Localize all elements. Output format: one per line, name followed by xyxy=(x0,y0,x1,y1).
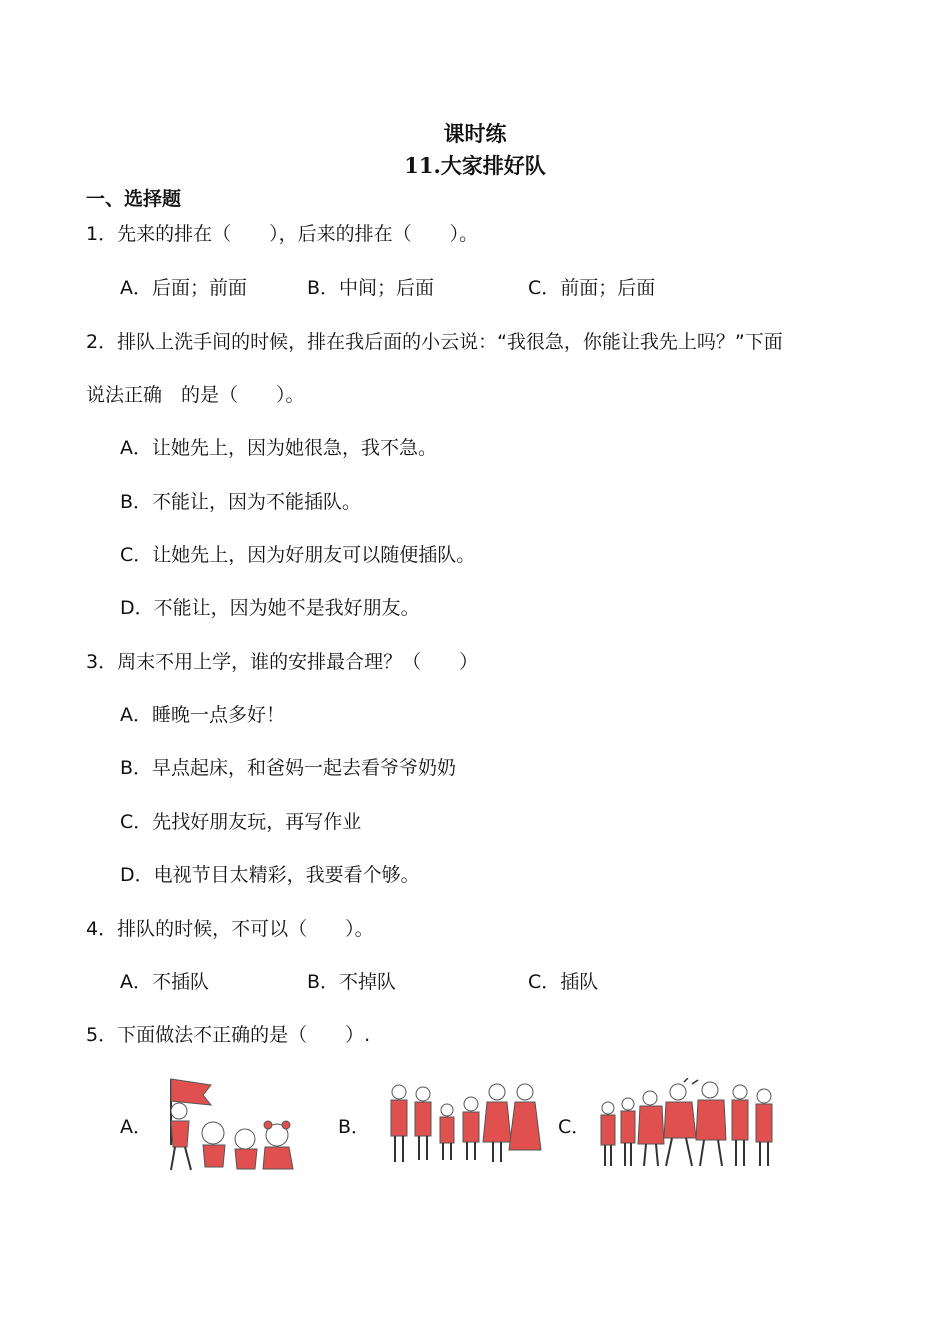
question-2-option-c[interactable]: C．让她先上，因为好朋友可以随便插队。 xyxy=(120,544,476,566)
illustration-pushing-in-line[interactable] xyxy=(596,1078,776,1170)
section-heading: 一、选择题 xyxy=(86,188,182,210)
question-1-stem: 1．先来的排在（ ），后来的排在（ ）。 xyxy=(86,223,479,245)
question-5-option-a[interactable]: A． xyxy=(120,1116,152,1138)
illustration-orderly-queue[interactable] xyxy=(385,1080,545,1165)
worksheet-title: 课时练 xyxy=(443,121,507,146)
illustration-children-with-flag[interactable] xyxy=(165,1075,305,1175)
question-3-option-d[interactable]: D．电视节目太精彩，我要看个够。 xyxy=(120,864,420,886)
question-4-option-c[interactable]: C．插队 xyxy=(528,971,599,993)
question-1-option-b[interactable]: B．中间；后面 xyxy=(307,277,435,299)
question-1-option-c[interactable]: C．前面；后面 xyxy=(528,277,656,299)
question-4-option-a[interactable]: A．不插队 xyxy=(120,971,209,993)
question-2-stem-line1: 2．排队上洗手间的时候，排在我后面的小云说：“我很急，你能让我先上吗？”下面 xyxy=(86,331,783,353)
question-3-option-c[interactable]: C．先找好朋友玩，再写作业 xyxy=(120,811,362,833)
lesson-title: 11.大家排好队 xyxy=(404,153,546,178)
question-1-option-a[interactable]: A．后面；前面 xyxy=(120,277,247,299)
question-5-option-b[interactable]: B． xyxy=(338,1116,371,1138)
question-5-stem: 5．下面做法不正确的是（ ）. xyxy=(86,1024,371,1046)
question-2-option-a[interactable]: A．让她先上，因为她很急，我不急。 xyxy=(120,437,437,459)
question-2-option-b[interactable]: B．不能让，因为不能插队。 xyxy=(120,491,362,513)
question-3-option-a[interactable]: A．睡晚一点多好！ xyxy=(120,704,285,726)
question-5-option-c[interactable]: C． xyxy=(558,1116,591,1138)
question-3-stem: 3．周末不用上学，谁的安排最合理？（ ） xyxy=(86,651,479,673)
question-3-option-b[interactable]: B．早点起床，和爸妈一起去看爷爷奶奶 xyxy=(120,757,457,779)
question-2-option-d[interactable]: D．不能让，因为她不是我好朋友。 xyxy=(120,597,420,619)
question-2-stem-line2: 说法正确 的是（ ）。 xyxy=(86,384,305,406)
question-4-stem: 4．排队的时候，不可以（ ）。 xyxy=(86,918,374,940)
question-4-option-b[interactable]: B．不掉队 xyxy=(307,971,397,993)
